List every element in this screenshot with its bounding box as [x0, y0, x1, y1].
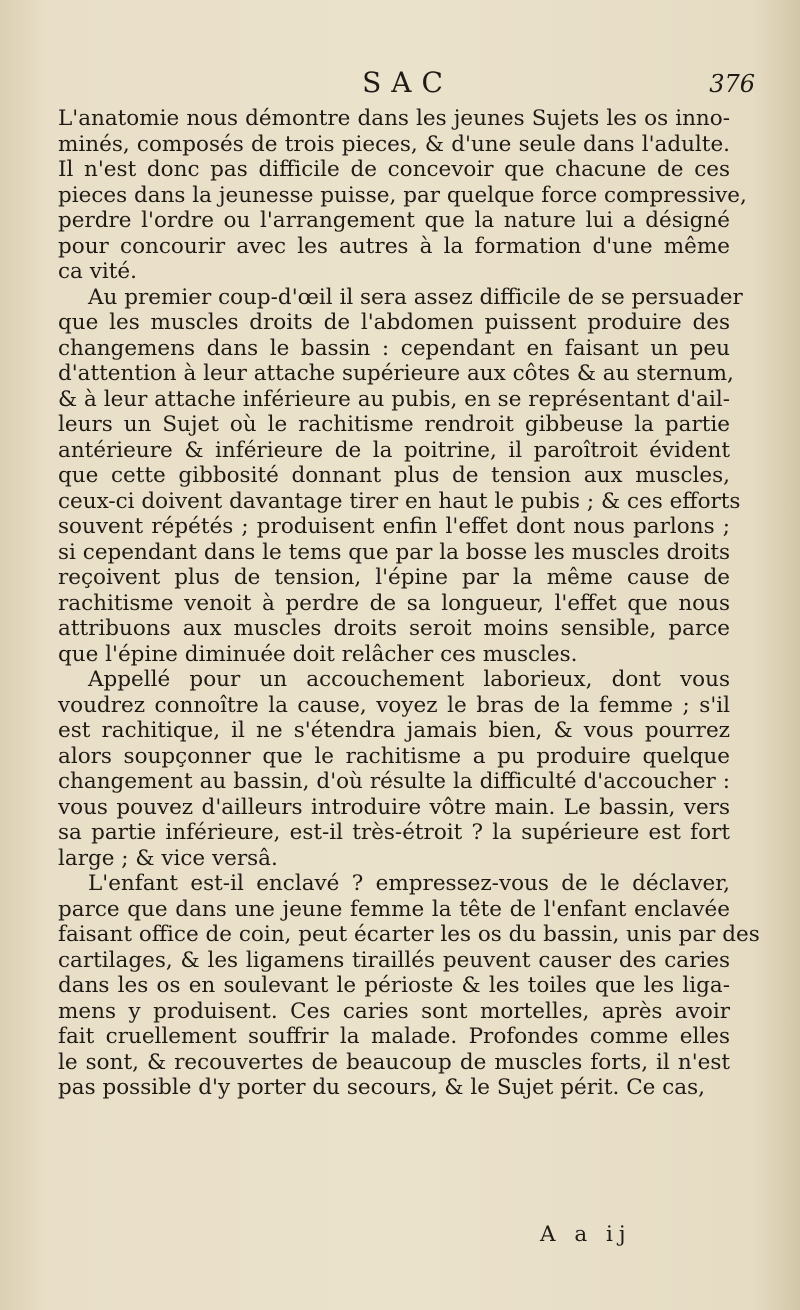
text-line: que cette gibbosité donnant plus de tension aux muscles,: [58, 463, 730, 488]
paragraph: [58, 667, 730, 871]
text-line: minés, composés de trois pieces, & d'une seule dans l'adulte.: [58, 131, 730, 157]
text-line: pour concourir avec les autres à la formation d'une même: [58, 233, 730, 259]
text-line: sa partie inférieure, est-il très-étroit ? la supérieure est fort: [58, 820, 730, 845]
text-line: reçoivent plus de tension, l'épine par la même cause de: [58, 565, 730, 590]
paragraph: [58, 871, 760, 1101]
text-line: le sont, & recouvertes de beaucoup de muscles forts, il n'est: [58, 1049, 730, 1075]
text-line: mens y produisent. Ces caries sont mortelles, après avoir: [58, 998, 730, 1024]
text-line: est rachitique, il ne s'étendra jamais bien, & vous pourrez: [58, 718, 730, 743]
text-line: que l'épine diminuée doit relâcher ces muscles.: [58, 641, 578, 667]
text-line: voudrez connoître la cause, voyez le bras de la femme ; s'il: [58, 692, 730, 718]
text-line: changemens dans le bassin : cependant en faisant un peu: [58, 335, 730, 361]
text-line: & à leur attache inférieure au pubis, en se représentant d'ail-: [58, 386, 730, 412]
text-line: large ; & vice versâ.: [58, 845, 278, 871]
page-number: 376: [709, 70, 755, 98]
text-line: ceux-ci doivent davantage tirer en haut le pubis ; & ces efforts: [58, 488, 741, 514]
text-line: attribuons aux muscles droits seroit moins sensible, parce: [58, 616, 730, 641]
running-title: SAC: [362, 66, 453, 99]
text-line: leurs un Sujet où le rachitisme rendroit gibbeuse la partie: [58, 412, 730, 437]
text-line: pas possible d'y porter du secours, & le Sujet périt. Ce cas,: [58, 1075, 705, 1100]
text-line: Il n'est donc pas difficile de concevoir que chacune de ces: [58, 157, 730, 182]
signature-mark: A a ij: [540, 1222, 632, 1247]
text-line: vous pouvez d'ailleurs introduire vôtre main. Le bassin, vers: [58, 794, 730, 820]
text-line: ca vité.: [58, 259, 137, 284]
text-line: souvent répétés ; produisent enfin l'effet dont nous parlons ;: [58, 514, 730, 539]
text-line: cartilages, & les ligamens tiraillés peuvent causer des caries: [58, 947, 730, 973]
text-line: faisant office de coin, peut écarter les os du bassin, unis par des: [58, 922, 760, 947]
text-line: si cependant dans le tems que par la bosse les muscles droits: [58, 539, 730, 565]
text-line: alors soupçonner que le rachitisme a pu produire quelque: [58, 743, 730, 769]
text-line: L'anatomie nous démontre dans les jeunes Sujets les os inno-: [58, 106, 730, 131]
paragraph: [58, 106, 747, 285]
body-text: [58, 106, 760, 1101]
page-header: [60, 66, 755, 102]
text-line: perdre l'ordre ou l'arrangement que la nature lui a désigné: [58, 208, 730, 233]
text-line: pieces dans la jeunesse puisse, par quelque force compressive,: [58, 182, 747, 208]
text-line: antérieure & inférieure de la poitrine, il paroîtroit évident: [58, 437, 730, 463]
text-line: dans les os en soulevant le périoste & les toiles que les liga-: [58, 973, 730, 998]
text-line: d'attention à leur attache supérieure aux côtes & au sternum,: [58, 361, 734, 386]
text-line: fait cruellement souffrir la malade. Profondes comme elles: [58, 1024, 730, 1049]
paragraph: [58, 284, 743, 668]
text-line: changement au bassin, d'où résulte la difficulté d'accoucher :: [58, 769, 730, 794]
text-line: L'enfant est-il enclavé ? empressez-vous de le déclaver,: [88, 871, 730, 896]
text-line: rachitisme venoit à perdre de sa longueur, l'effet que nous: [58, 590, 730, 616]
text-line: Appellé pour un accouchement laborieux, dont vous: [88, 667, 730, 692]
text-line: Au premier coup-d'œil il sera assez difficile de se persuader: [88, 284, 743, 310]
text-line: parce que dans une jeune femme la tête de l'enfant enclavée: [58, 896, 730, 922]
text-line: que les muscles droits de l'abdomen puissent produire des: [58, 310, 730, 335]
